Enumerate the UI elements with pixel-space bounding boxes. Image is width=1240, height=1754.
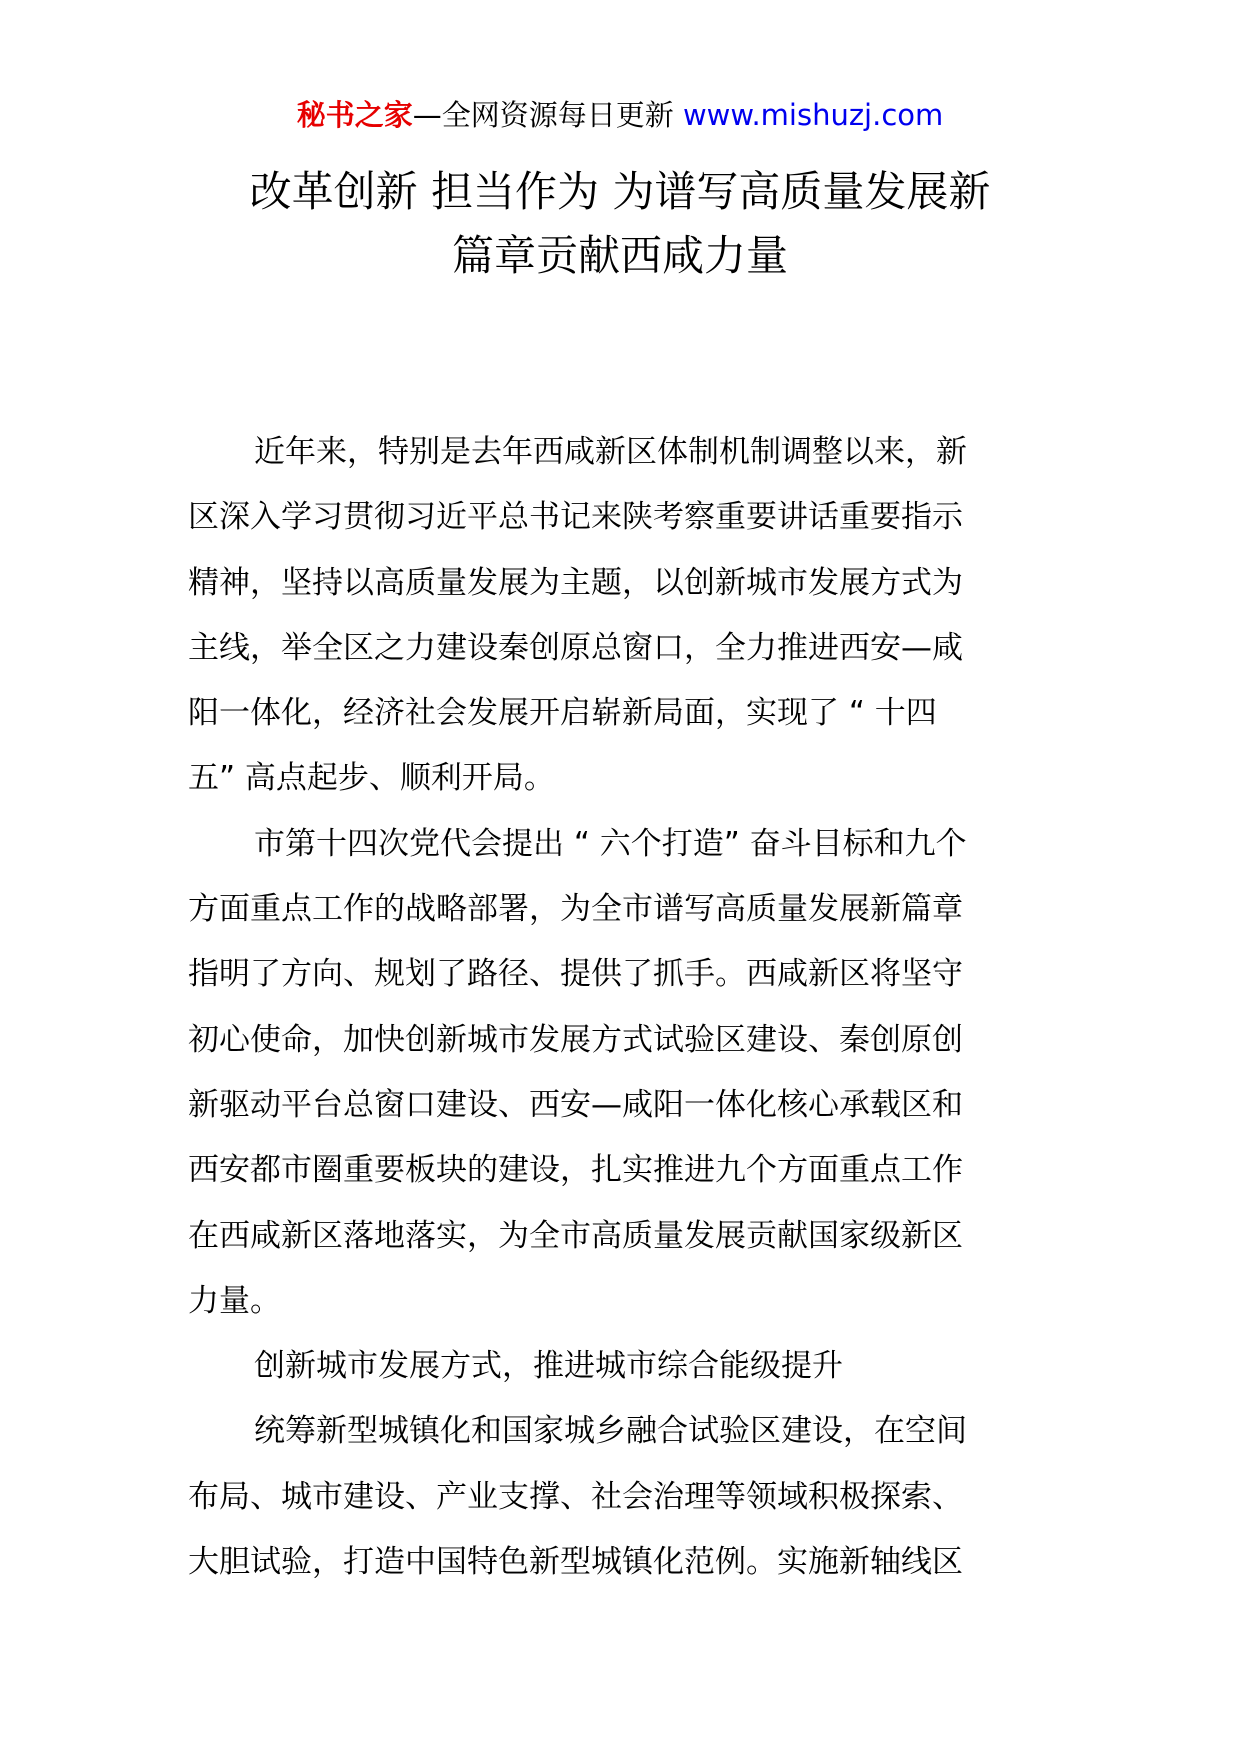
body-line: 阳一体化，经济社会发展开启崭新局面，实现了 “ 十四 (188, 695, 937, 732)
body-line: 统筹新型城镇化和国家城乡融合试验区建设，在空间 (254, 1413, 967, 1450)
site-url-link[interactable]: www.mishuzj.com (682, 98, 944, 132)
brand-name: 秘书之家 (296, 98, 413, 132)
body-line: 主线，举全区之力建设秦创原总窗口，全力推进西安—咸 (188, 629, 963, 666)
body-line: 初心使命，加快创新城市发展方式试验区建设、秦创原创 (188, 1021, 963, 1058)
body-line: 布局、城市建设、产业支撑、社会治理等领域积极探索、 (188, 1478, 963, 1515)
title-line: 改革创新 担当作为 为谱写高质量发展新 (249, 167, 991, 216)
body-line: 五” 高点起步、顺利开局。 (188, 760, 555, 797)
header-tagline: —全网资源每日更新 (412, 98, 683, 132)
document-title (0, 160, 1240, 288)
body-line: 西安都市圈重要板块的建设，扎实推进九个方面重点工作 (188, 1152, 963, 1189)
body-line: 方面重点工作的战略部署，为全市谱写高质量发展新篇章 (188, 891, 963, 928)
document-body (188, 420, 1054, 1595)
site-header (0, 95, 1240, 135)
body-line: 大胆试验，打造中国特色新型城镇化范例。实施新轴线区 (188, 1544, 963, 1581)
body-line: 区深入学习贯彻习近平总书记来陕考察重要讲话重要指示 (188, 499, 963, 536)
body-line: 新驱动平台总窗口建设、西安—咸阳一体化核心承载区和 (188, 1086, 963, 1123)
title-line: 篇章贡献西咸力量 (451, 231, 788, 280)
body-line: 市第十四次党代会提出 “ 六个打造” 奋斗目标和九个 (254, 825, 967, 862)
section-heading: 创新城市发展方式，推进城市综合能级提升 (254, 1348, 843, 1385)
body-line: 在西咸新区落地落实，为全市高质量发展贡献国家级新区 (188, 1217, 963, 1254)
body-line: 指明了方向、规划了路径、提供了抓手。西咸新区将坚守 (188, 956, 963, 993)
body-line: 近年来，特别是去年西咸新区体制机制调整以来，新 (254, 434, 967, 470)
body-line: 精神，坚持以高质量发展为主题，以创新城市发展方式为 (188, 564, 963, 601)
body-line: 力量。 (188, 1282, 281, 1319)
